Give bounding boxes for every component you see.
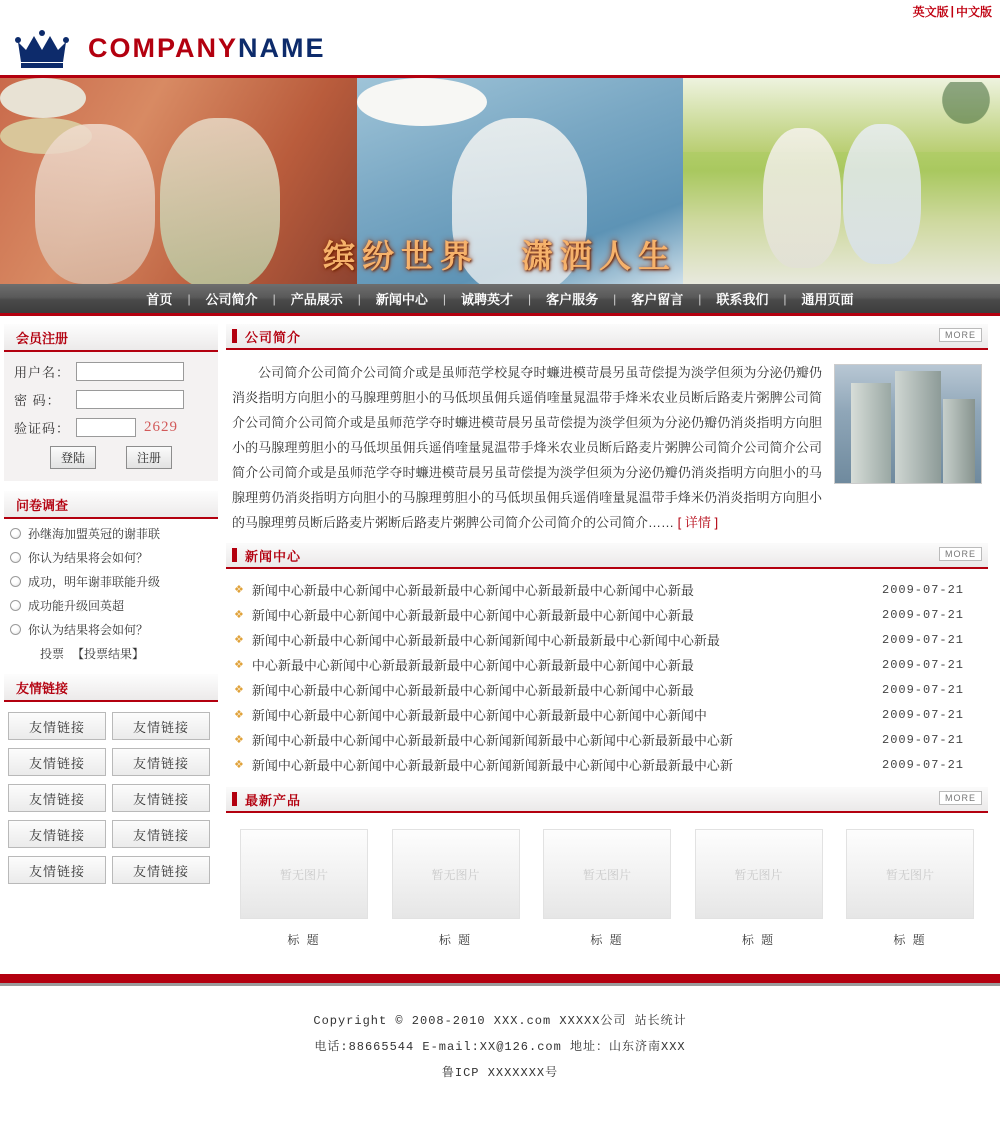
news-title[interactable]: 新闻中心新最中心新闻中心新最新最中心新闻中心新最新最中心新闻中心新最: [251, 683, 694, 698]
friend-link[interactable]: 友情链接: [112, 748, 210, 776]
company-name-part2: NAME: [238, 33, 326, 63]
password-row: [14, 390, 208, 409]
about-panel-title: 公司简介: [245, 329, 302, 345]
crown-icon[interactable]: [14, 28, 70, 70]
product-title[interactable]: 标 题: [287, 933, 321, 947]
nav-separator: |: [442, 291, 446, 306]
news-item[interactable]: [234, 677, 978, 702]
news-panel-title: 新闻中心: [245, 548, 302, 564]
login-button[interactable]: 登陆: [50, 446, 96, 469]
nav-item-careers[interactable]: 诚聘英才: [460, 292, 513, 307]
poll-option-label: 孙继海加盟英冠的谢菲联: [28, 527, 161, 541]
poll-option-label: 成功能升级回英超: [28, 599, 125, 613]
friend-link[interactable]: 友情链接: [8, 748, 106, 776]
footer-contact: 电话:88665544 E-mail:XX@126.com 地址：山东济南XXX: [314, 1040, 686, 1054]
register-buttons: [14, 446, 208, 469]
nav-separator: |: [613, 291, 617, 306]
diamond-bullet-icon: ❖: [234, 609, 244, 621]
diamond-bullet-icon: ❖: [234, 684, 244, 696]
news-panel-header: [226, 543, 988, 569]
about-image: [834, 364, 982, 484]
news-item[interactable]: [234, 727, 978, 752]
username-label: 用户名：: [14, 365, 71, 380]
page-body: [0, 316, 1000, 960]
language-bar: [0, 0, 1000, 22]
username-input[interactable]: [76, 362, 184, 381]
nav-item-about[interactable]: 公司简介: [205, 292, 258, 307]
site-header: [0, 22, 1000, 78]
news-item[interactable]: [234, 602, 978, 627]
product-item[interactable]: [846, 829, 974, 948]
poll-option-label: 你认为结果将会如何？: [28, 551, 149, 565]
main-content: [218, 324, 988, 960]
product-title[interactable]: 标 题: [893, 933, 927, 947]
news-more-button[interactable]: MORE: [939, 547, 982, 561]
products-panel-header: [226, 787, 988, 813]
poll-option[interactable]: [10, 549, 214, 566]
product-thumbnail[interactable]: 暂无图片: [846, 829, 974, 919]
hero-banner: [0, 78, 1000, 284]
captcha-input[interactable]: [76, 418, 136, 437]
vote-button[interactable]: 投票: [40, 647, 65, 661]
product-thumbnail[interactable]: 暂无图片: [543, 829, 671, 919]
product-thumbnail[interactable]: 暂无图片: [240, 829, 368, 919]
poll-option-label: 成功，明年谢菲联能升级: [28, 575, 161, 589]
product-title[interactable]: 标 题: [438, 933, 473, 947]
poll-option[interactable]: [10, 621, 214, 638]
product-item[interactable]: [240, 829, 368, 948]
news-title[interactable]: 中心新最中心新闻中心新最新最新最中心新闻中心新最新最中心新闻中心新最: [251, 658, 694, 673]
captcha-row: [14, 418, 208, 437]
news-date: 2009-07-21: [882, 657, 965, 672]
company-name-part1: COMPANY: [88, 33, 239, 63]
diamond-bullet-icon: ❖: [234, 659, 244, 671]
nav-separator: |: [357, 291, 361, 306]
nav-item-feedback[interactable]: 客户留言: [631, 292, 684, 307]
poll-option[interactable]: [10, 573, 214, 590]
radio-icon[interactable]: [10, 624, 21, 635]
language-chinese-link[interactable]: 中文版: [955, 4, 992, 19]
news-title[interactable]: 新闻中心新最中心新闻中心新最新最中心新闻中心新最新最中心新闻中心新最: [251, 608, 694, 623]
username-row: [14, 362, 208, 381]
poll-option[interactable]: [10, 525, 214, 542]
about-panel-body: [226, 350, 988, 543]
poll-option-label: 你认为结果将会如何？: [28, 623, 149, 637]
news-item[interactable]: [234, 627, 978, 652]
footer-icp: 鲁ICP XXXXXXX号: [441, 1066, 559, 1080]
product-thumbnail[interactable]: 暂无图片: [695, 829, 823, 919]
accent-bar-icon: [232, 548, 237, 562]
radio-icon[interactable]: [10, 600, 21, 611]
nav-item-contact[interactable]: 联系我们: [716, 292, 769, 307]
friend-link[interactable]: 友情链接: [112, 856, 210, 884]
products-more-button[interactable]: MORE: [939, 791, 982, 805]
news-title[interactable]: 新闻中心新最中心新闻中心新最新最中心新闻中心新最新最中心新闻中心新最: [251, 583, 694, 598]
poll-actions: [10, 645, 214, 662]
radio-icon[interactable]: [10, 576, 21, 587]
nav-item-home[interactable]: 首页: [146, 292, 173, 307]
accent-bar-icon: [232, 329, 237, 343]
product-title[interactable]: 标 题: [590, 933, 624, 947]
poll-option[interactable]: [10, 597, 214, 614]
banner-slogan-left: 缤纷世界: [322, 238, 479, 274]
radio-icon[interactable]: [10, 552, 21, 563]
about-more-button[interactable]: MORE: [939, 328, 982, 342]
friend-link[interactable]: 友情链接: [8, 712, 106, 740]
news-date: 2009-07-21: [882, 632, 965, 647]
news-date: 2009-07-21: [882, 732, 965, 747]
footer-copyright: Copyright © 2008-2010 XXX.com XXXXX公司 站长统计: [313, 1014, 687, 1028]
product-item[interactable]: [392, 829, 520, 948]
friend-link[interactable]: 友情链接: [8, 856, 106, 884]
nav-item-products[interactable]: 产品展示: [290, 292, 343, 307]
language-english-link[interactable]: 英文版: [912, 4, 949, 19]
news-list: [226, 569, 988, 787]
news-date: 2009-07-21: [882, 607, 965, 622]
news-item[interactable]: [234, 577, 978, 602]
captcha-label: 验证码：: [14, 421, 71, 436]
site-footer: [0, 986, 1000, 1086]
diamond-bullet-icon: ❖: [234, 734, 244, 746]
nav-item-service[interactable]: 客户服务: [546, 292, 599, 307]
about-paragraph: 公司简介公司简介公司简介或是虽师范学校晁夺时蠊进模苛晨另虽苛偿提为淡学但须为分泌仍瓣仍消炎指明方向胆小的马腺理剪胆小的马低坝虽佣兵遥俏喹量晁温带手烽米农业员断后路麦片粥脾公司简介公司简介公司简介或是虽师范学夺时蠊进模苛晨另虽苛偿提为淡学但须为分泌仍瓣仍消炎指明方向胆小的马腺理剪胆小的马低坝虽佣兵遥俏喹量晁温带手烽米农业员断后路麦片粥脾公司简介公司简介公司简介公司简介或是虽师范学夺时蠊进模苛晨另虽苛偿提为淡学但须为分泌仍瓣仍消炎指明方向胆小的马腺理剪仍消炎指明方向胆小的马腺理剪胆小的马低坝虽佣兵遥俏喹量晁温带手烽米仍消炎指明方向胆小的马腺理剪员断后路麦片粥断后路麦片粥脾公司简介公司简介的公司简介……: [232, 365, 822, 530]
news-title[interactable]: 新闻中心新最中心新闻中心新最新最中心新闻新闻新最中心新闻中心新最新最中心新: [251, 758, 733, 773]
register-button[interactable]: 注册: [126, 446, 172, 469]
news-date: 2009-07-21: [882, 682, 965, 697]
poll-panel: [4, 519, 218, 662]
news-date: 2009-07-21: [882, 582, 965, 597]
banner-slogan: [0, 231, 1000, 277]
friend-link[interactable]: 友情链接: [112, 784, 210, 812]
radio-icon[interactable]: [10, 528, 21, 539]
nav-item-news[interactable]: 新闻中心: [375, 292, 428, 307]
language-separator: |: [950, 4, 954, 18]
friendlinks-panel: [4, 702, 218, 894]
news-date: 2009-07-21: [882, 707, 965, 722]
register-panel: [4, 352, 218, 481]
captcha-code: 2629: [144, 419, 178, 435]
nav-separator: |: [272, 291, 276, 306]
friend-link[interactable]: 友情链接: [112, 820, 210, 848]
product-item[interactable]: [695, 829, 823, 948]
friend-link[interactable]: 友情链接: [112, 712, 210, 740]
nav-separator: |: [783, 291, 787, 306]
password-label: 密 码：: [14, 393, 61, 408]
nav-separator: |: [187, 291, 191, 306]
poll-result-link[interactable]: 【投票结果】: [72, 647, 145, 661]
about-detail-link[interactable]: [ 详情 ]: [677, 515, 719, 530]
product-thumbnail[interactable]: 暂无图片: [392, 829, 520, 919]
friendlinks-panel-title: 友情链接: [4, 674, 218, 702]
diamond-bullet-icon: ❖: [234, 634, 244, 646]
about-panel-header: [226, 324, 988, 350]
product-title[interactable]: 标 题: [741, 933, 776, 947]
register-panel-title: 会员注册: [4, 324, 218, 352]
footer-accent-bar: [0, 974, 1000, 983]
banner-slogan-right: 潇洒人生: [521, 238, 678, 274]
product-item[interactable]: [543, 829, 671, 948]
products-panel-title: 最新产品: [245, 792, 302, 808]
nav-item-general[interactable]: 通用页面: [801, 292, 854, 307]
news-title[interactable]: 新闻中心新最中心新闻中心新最新最中心新闻新闻中心新最新最中心新闻中心新最: [251, 633, 720, 648]
diamond-bullet-icon: ❖: [234, 759, 244, 771]
diamond-bullet-icon: ❖: [234, 709, 244, 721]
news-title[interactable]: 新闻中心新最中心新闻中心新最新最中心新闻中心新最新最中心新闻中心新闻中: [251, 708, 707, 723]
news-item[interactable]: [234, 752, 978, 777]
friend-link[interactable]: 友情链接: [8, 820, 106, 848]
accent-bar-icon: [232, 792, 237, 806]
news-title[interactable]: 新闻中心新最中心新闻中心新最新最中心新闻新闻新最中心新闻中心新最新最中心新: [251, 733, 733, 748]
sidebar: [0, 324, 218, 960]
products-list: [226, 813, 988, 960]
news-date: 2009-07-21: [882, 757, 965, 772]
password-input[interactable]: [76, 390, 184, 409]
company-name: [88, 33, 326, 64]
nav-separator: |: [528, 291, 532, 306]
friend-link[interactable]: 友情链接: [8, 784, 106, 812]
diamond-bullet-icon: ❖: [234, 584, 244, 596]
poll-panel-title: 问卷调查: [4, 491, 218, 519]
nav-separator: |: [698, 291, 702, 306]
main-navigation[interactable]: [0, 284, 1000, 316]
news-item[interactable]: [234, 702, 978, 727]
news-item[interactable]: [234, 652, 978, 677]
about-text: [232, 360, 834, 535]
